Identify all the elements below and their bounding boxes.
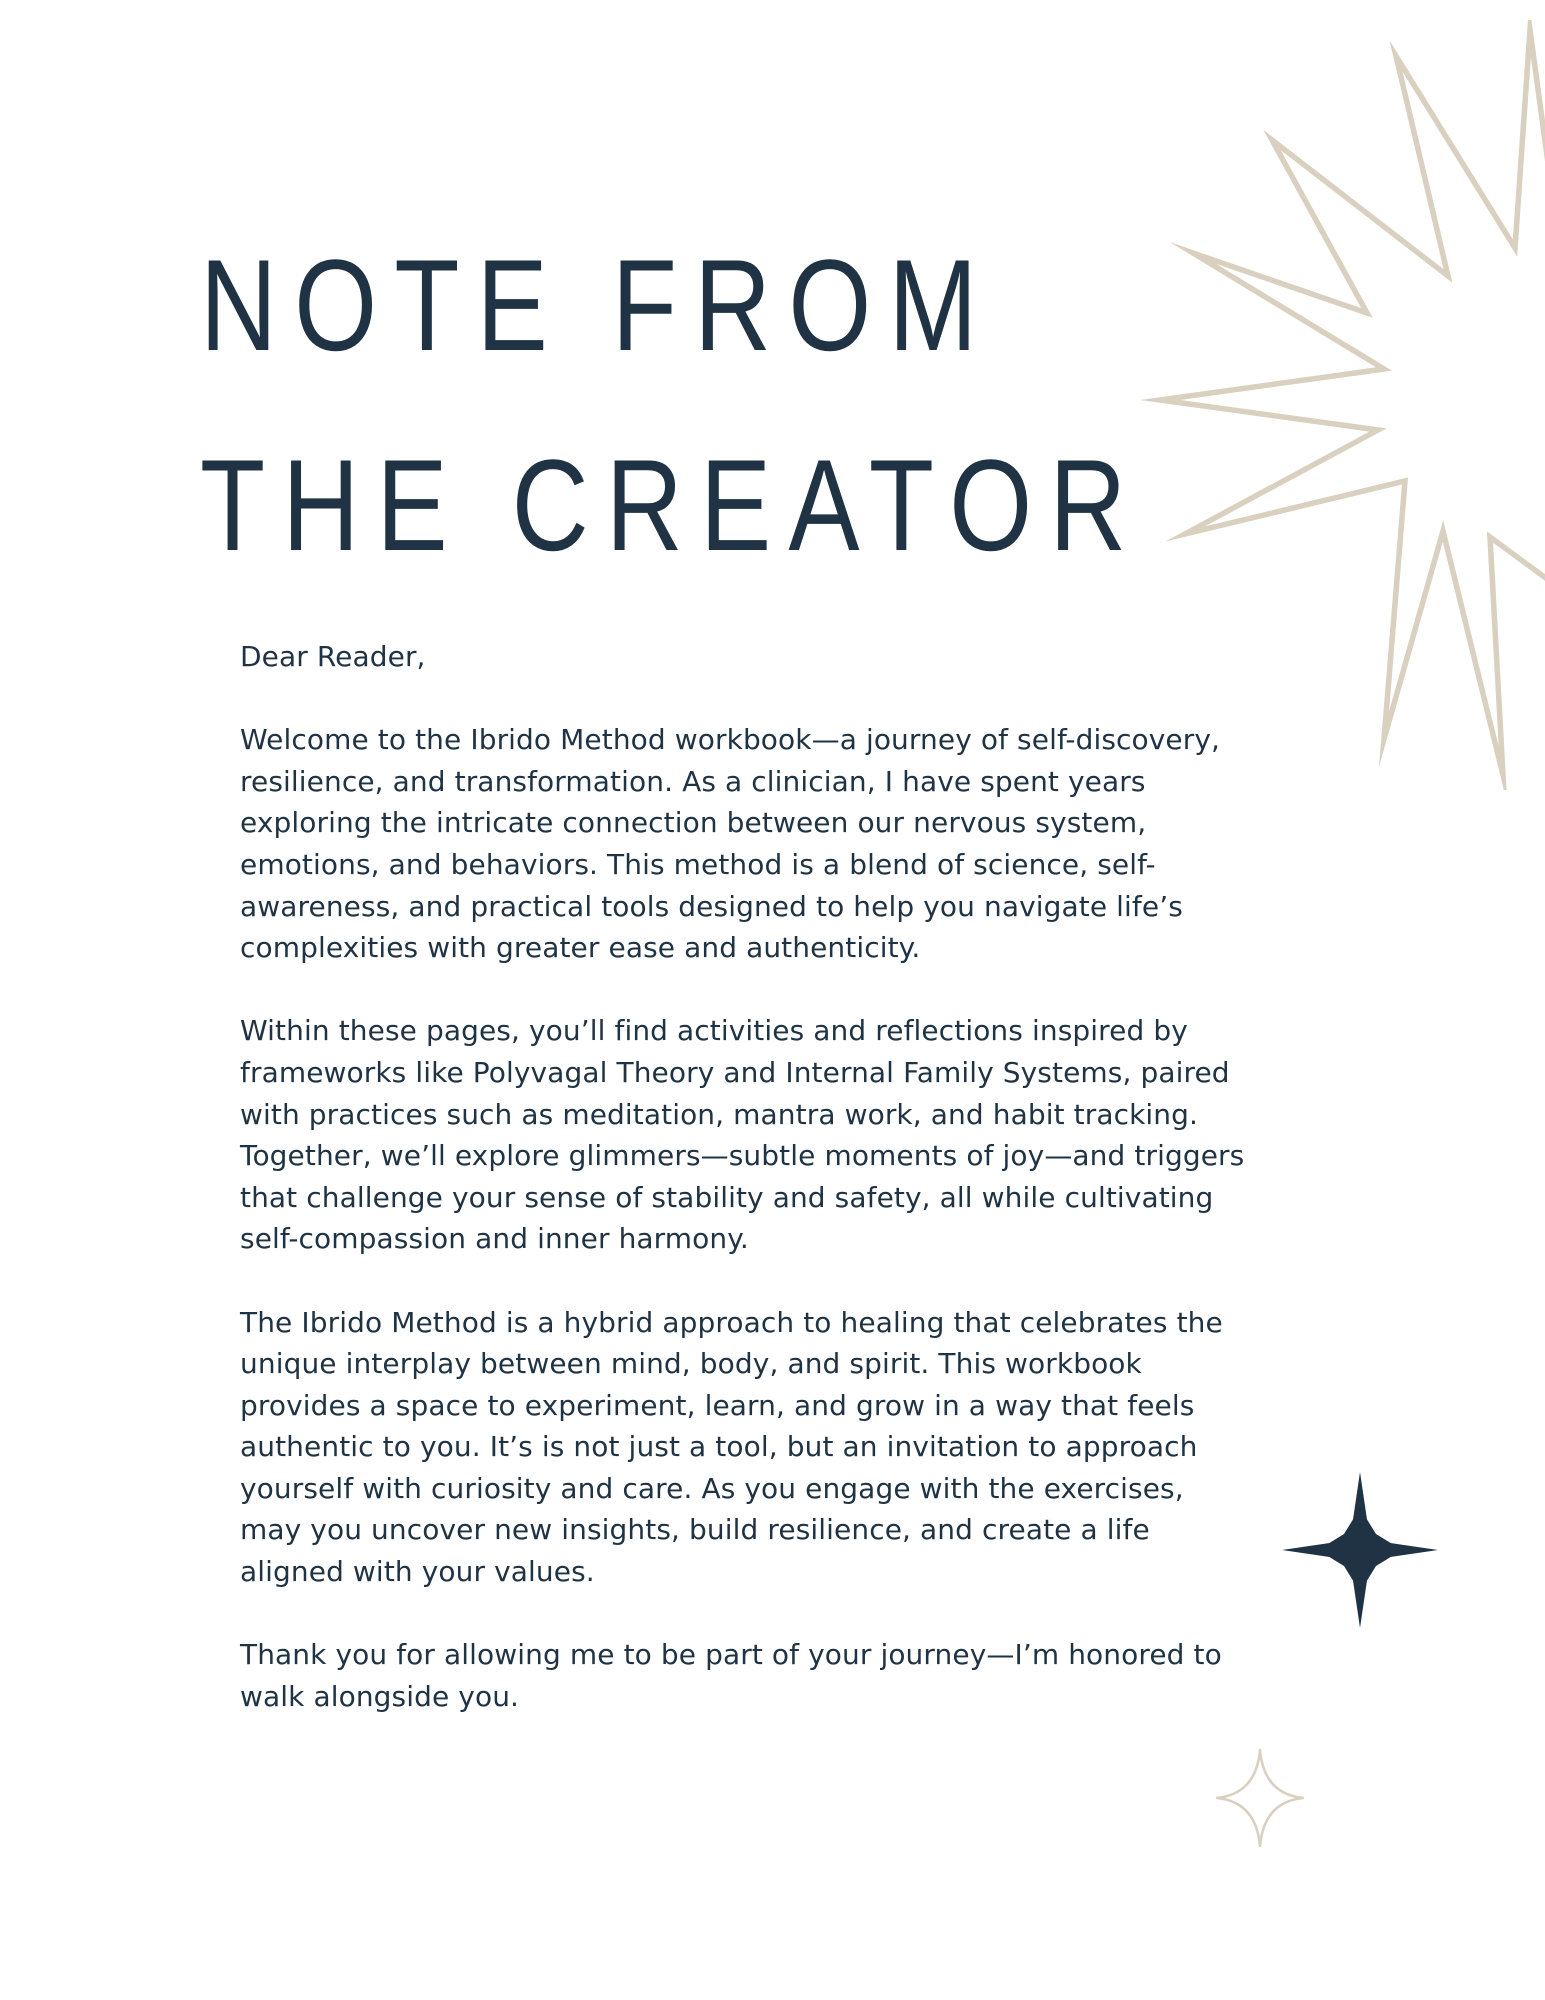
letter-greeting: Dear Reader,	[240, 640, 426, 673]
title-line-1: NOTE FROM	[200, 232, 995, 378]
letter-body	[240, 636, 1320, 1717]
letter-paragraph-1: Welcome to the Ibrido Method workbook—a journey of self-discovery, resilience, and transformation. As a clinician, I have spent years exploring the intricate connection between our nervous system, emotions, and behaviors. This method is a blend of science, self- awareness, and practical tools designed to help you navigate life’s complexities with greater ease and authenticity.	[240, 723, 1221, 965]
sparkle-outline-icon	[1215, 1748, 1305, 1848]
letter-paragraph-4: Thank you for allowing me to be part of your journey—I’m honored to walk alongside you.	[240, 1638, 1222, 1713]
page-title	[200, 205, 1144, 605]
title-line-2: THE CREATOR	[200, 432, 1144, 578]
letter-paragraph-3: The Ibrido Method is a hybrid approach to healing that celebrates the unique interplay between mind, body, and spirit. This workbook provides a space to experiment, learn, and grow in a way that feels authentic to you. It’s is not just a tool, but an invitation to approach yourself with curiosity and care. As you engage with the exercises, may you uncover new insights, build resilience, and create a life aligned with your values.	[240, 1305, 1223, 1589]
letter-paragraph-2: Within these pages, you’ll find activities and reflections inspired by frameworks like Polyvagal Theory and Internal Family Systems, paired with practices such as meditation, mantra work, and habit tracking. Together, we’ll explore glimmers—subtle moments of joy—and triggers that challenge your sense of stability and safety, all while cultivating self-compassion and inner harmony.	[240, 1014, 1245, 1256]
